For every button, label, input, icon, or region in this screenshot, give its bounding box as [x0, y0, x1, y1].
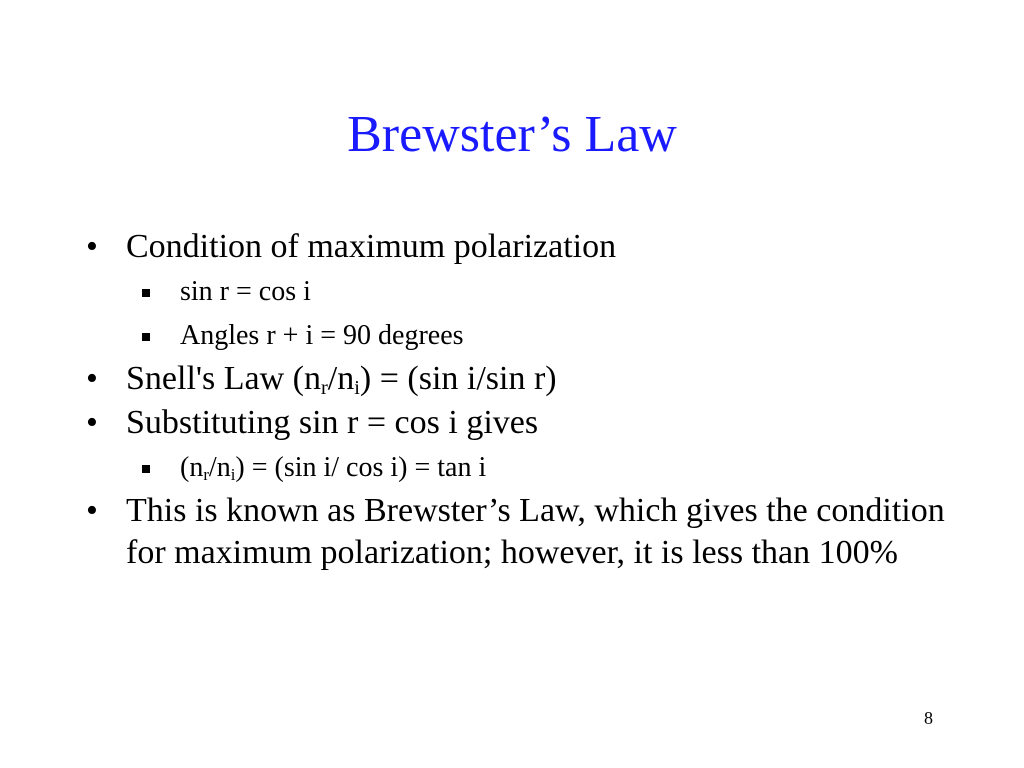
subscript-r: r: [321, 377, 328, 400]
bullet-dot-icon: •: [86, 404, 98, 441]
sub-bullet-text: sin r = cos i: [180, 276, 311, 307]
bullet-item: [86, 226, 946, 268]
sub-bullet-item: [86, 270, 946, 314]
bullet-text: [126, 360, 557, 400]
snell-text-pre: Snell's Law (n: [126, 360, 321, 397]
snell-text-mid: /n: [327, 360, 355, 397]
subscript-r: r: [203, 465, 209, 485]
bullet-dot-icon: •: [86, 492, 98, 529]
subscript-i: i: [354, 377, 360, 400]
slide-title: Brewster’s Law: [347, 106, 677, 163]
bullet-text: This is known as Brewster’s Law, which gives the condition for maximum polarization; however, it is less than 100%: [126, 492, 945, 571]
sub-bullet-text: [180, 452, 486, 483]
sub-bullet-item: [86, 314, 946, 358]
bullet-dot-icon: •: [86, 360, 98, 397]
subscript-i: i: [230, 465, 236, 485]
square-bullet-icon: [142, 289, 150, 297]
bullet-list: [86, 226, 946, 576]
bullet-text: Substituting sin r = cos i gives: [126, 404, 539, 441]
square-bullet-icon: [142, 465, 150, 473]
page-number: 8: [924, 708, 933, 728]
bullet-item: [86, 358, 946, 400]
snell-text-post: ) = (sin i/sin r): [359, 360, 557, 397]
ratio-text-mid: /n: [208, 452, 231, 483]
bullet-item: [86, 490, 946, 574]
ratio-text-pre: (n: [180, 452, 204, 483]
sub-bullet-item: [86, 446, 946, 490]
ratio-text-post: ) = (sin i/ cos i) = tan i: [235, 452, 487, 483]
bullet-text: Condition of maximum polarization: [126, 228, 617, 265]
bullet-dot-icon: •: [86, 228, 98, 265]
bullet-item: [86, 402, 946, 444]
square-bullet-icon: [142, 333, 150, 341]
sub-bullet-text: Angles r + i = 90 degrees: [180, 320, 464, 351]
